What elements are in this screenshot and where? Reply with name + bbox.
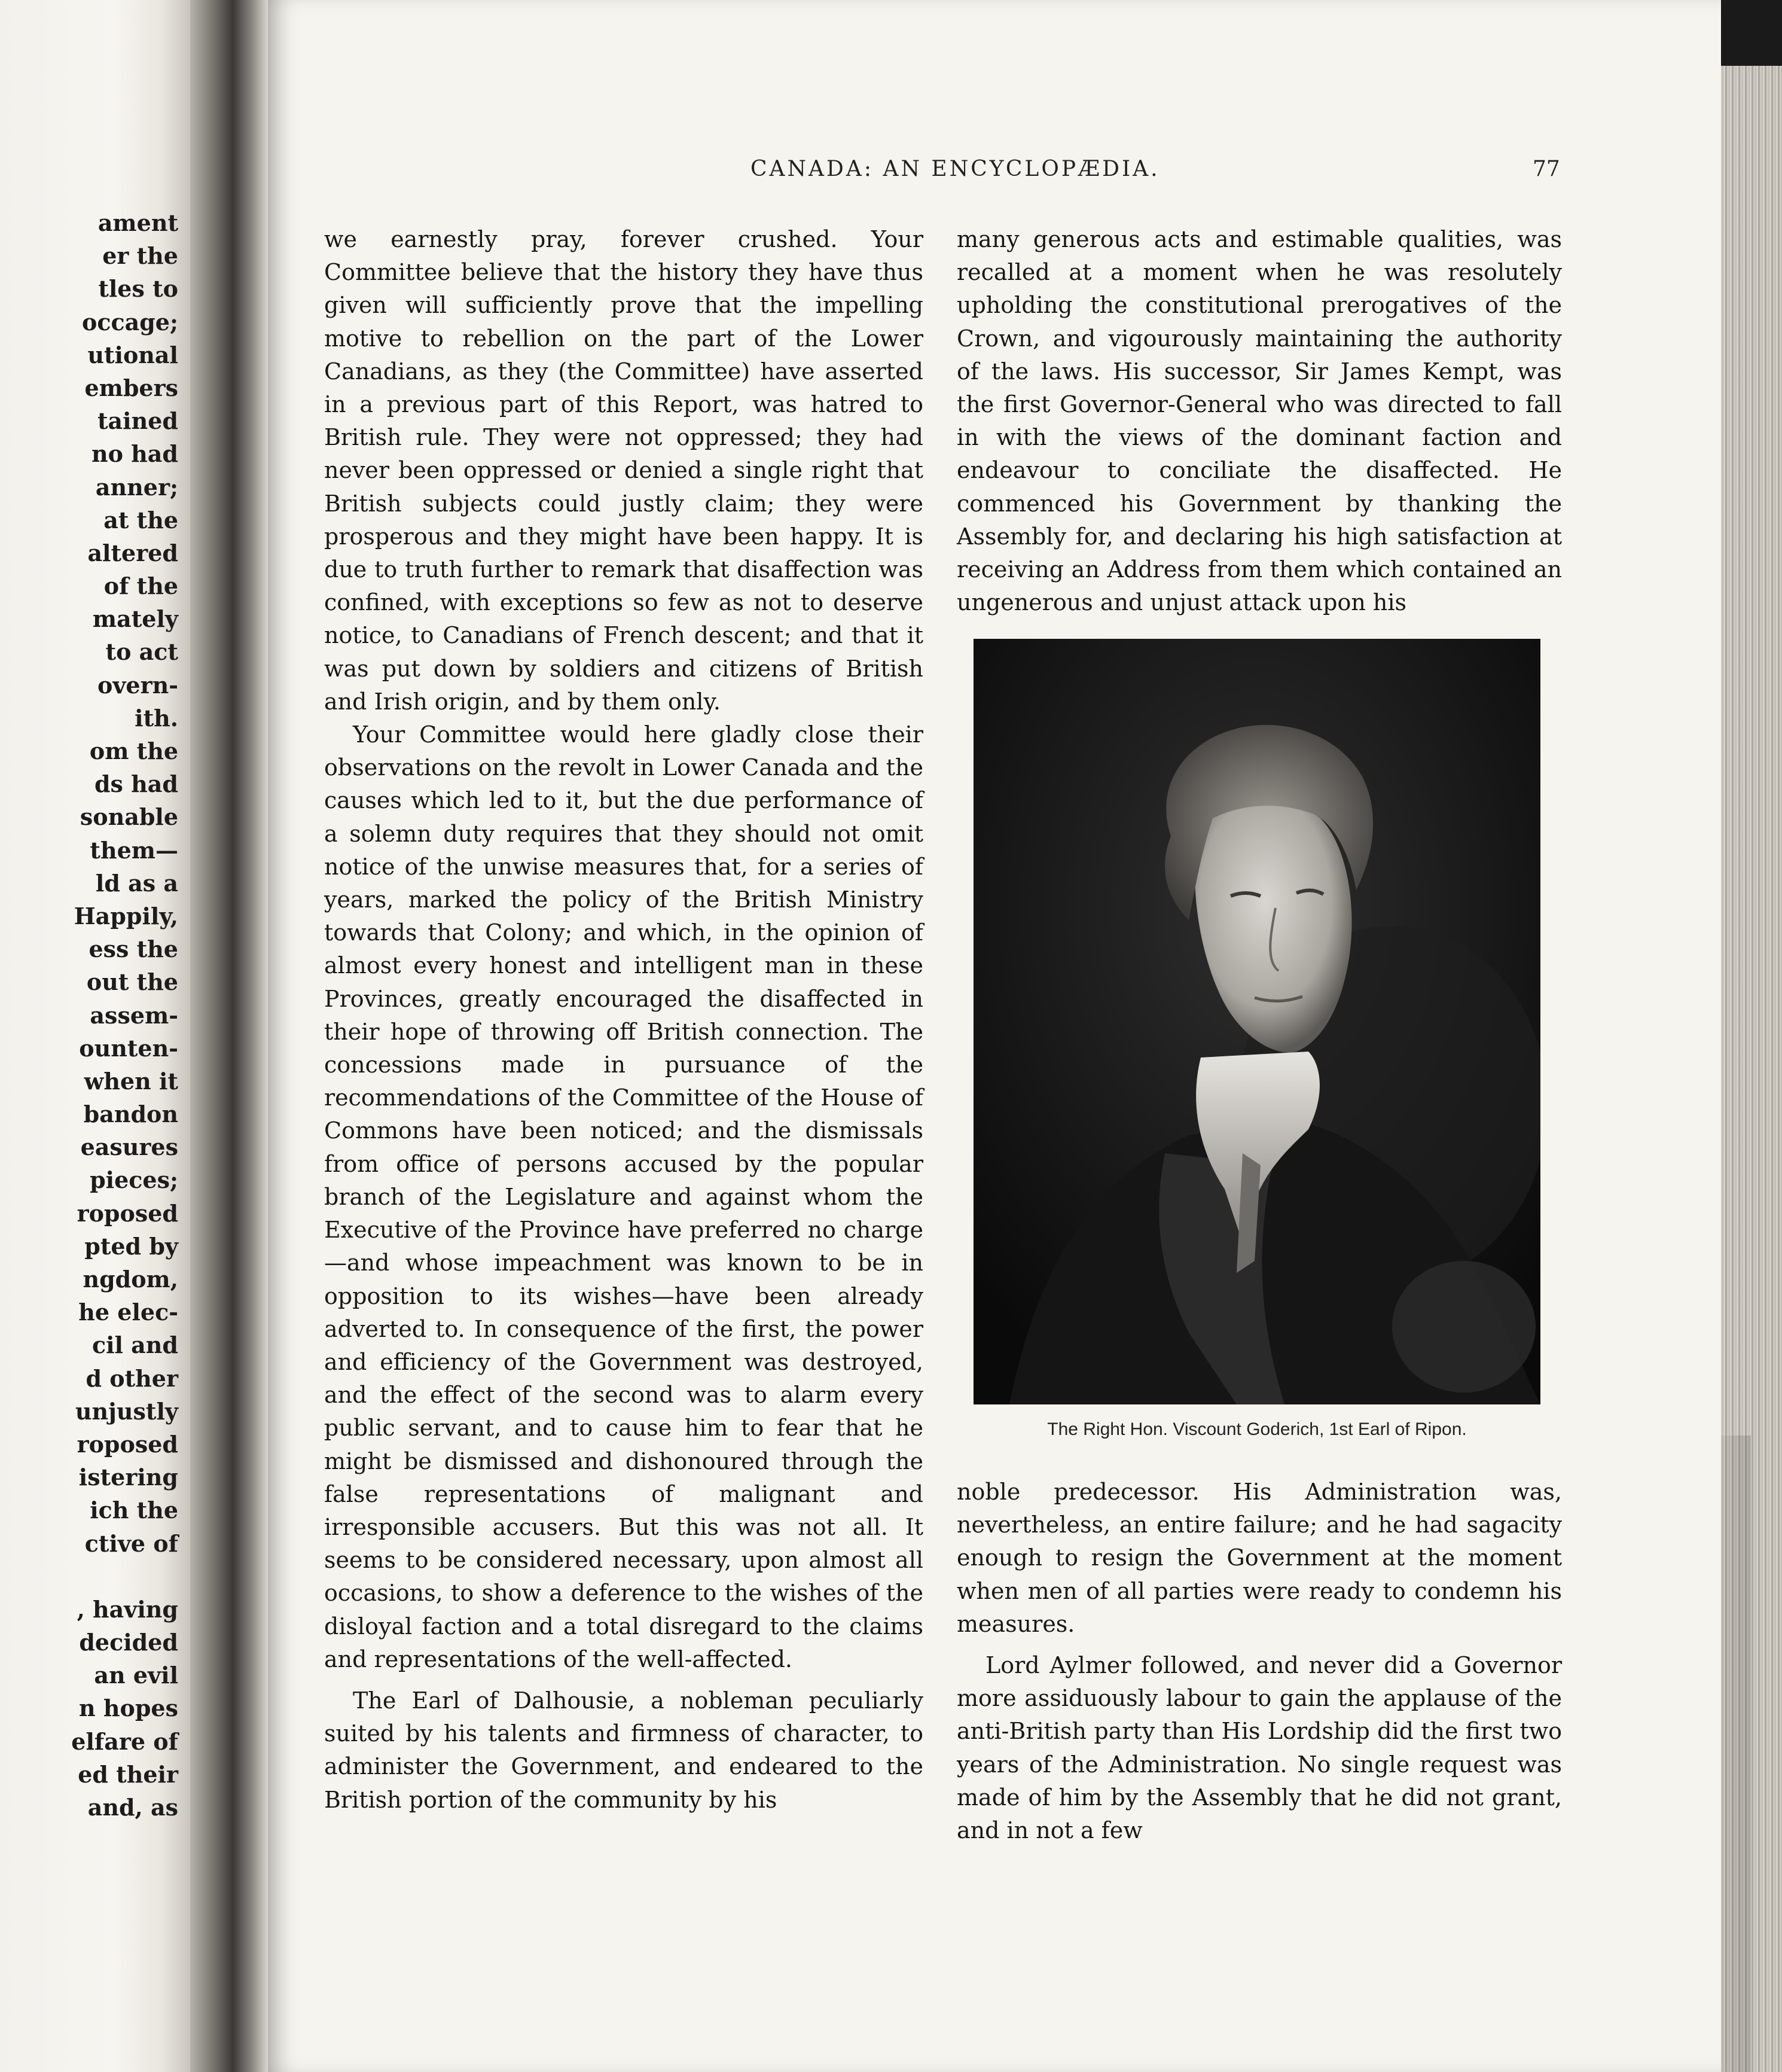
facing-page-line: an evil [94, 1662, 178, 1689]
facing-page-line: pieces; [90, 1166, 178, 1194]
facing-page-line: easures [80, 1133, 178, 1161]
paragraph: many generous acts and estimable qualities, was recalled at a moment when he was resolutely upholding the constitutional prerogatives of the Crown, and vigourously maintaining the authority of the laws. His successor, Sir James Kempt, was the first Governor-General who was directed to fall in with the views of the dominant faction and endeavour to conciliate the disaffected. He commenced his Government by thanking the Assembly for, and declaring his high satisfaction at receiving an Address from them which contained an ungenerous and unjust attack upon his [957, 226, 1562, 616]
portrait-illustration [974, 639, 1540, 1404]
facing-page-line: d other [86, 1364, 178, 1392]
facing-page-line: ds had [94, 770, 178, 798]
facing-page-line: tles to [98, 275, 178, 303]
facing-page-line: ed their [78, 1760, 178, 1788]
facing-page-line: when it [84, 1067, 178, 1095]
facing-page-line: at the [103, 506, 178, 534]
facing-page-line: roposed [77, 1199, 178, 1227]
facing-page-line: embers [84, 374, 178, 401]
text-column-right-top [957, 223, 1562, 619]
facing-page-line: bandon [83, 1101, 178, 1128]
facing-page-line: om the [89, 738, 178, 764]
facing-page-line: overn- [97, 671, 178, 699]
facing-page-line: them— [90, 836, 178, 864]
facing-page-line: cil and [91, 1331, 178, 1359]
portrait-engraving [974, 639, 1540, 1404]
facing-page-line: , having [77, 1595, 178, 1623]
facing-page-line: anner; [95, 473, 178, 501]
text-column-left [324, 223, 923, 1817]
facing-page-line: and, as [87, 1794, 178, 1821]
facing-page-line: istering [78, 1464, 178, 1491]
facing-page-line: ess the [89, 936, 178, 963]
facing-page-line: mately [92, 605, 178, 633]
facing-page-line: ith. [135, 704, 178, 732]
paragraph: The Earl of Dalhousie, a nobleman peculiarly suited by his talents and firmness of character, to administer the Government, and endeared to the British portion of the community by his [324, 1687, 923, 1813]
facing-page-line: assem- [90, 1001, 178, 1029]
facing-page-line: ld as a [95, 869, 178, 897]
facing-page-line: pted by [84, 1232, 178, 1260]
text-column-right-bottom [957, 1476, 1562, 1847]
book-gutter [190, 0, 268, 2072]
facing-page-line: ctive of [84, 1529, 178, 1557]
facing-page-line: of the [103, 572, 178, 600]
page-number: 77 [1533, 157, 1560, 181]
facing-page-line: roposed [77, 1430, 178, 1458]
paragraph: Lord Aylmer followed, and never did a Governor more assiduously labour to gain the applause of the anti-British party than His Lordship did the first two years of the Administration. No single request was made of him by the Assembly that he did not grant, and in not a few [957, 1652, 1562, 1844]
facing-page-line: n hopes [79, 1695, 178, 1722]
facing-page-line: utional [87, 341, 178, 368]
facing-page [0, 0, 190, 2072]
facing-page-line: out the [86, 968, 178, 996]
figure-caption: The Right Hon. Viscount Goderich, 1st Earl of Ripon. [1047, 1419, 1467, 1439]
facing-page-text [0, 206, 178, 1824]
facing-page-line: Happily, [74, 902, 178, 930]
facing-page-line: to act [105, 638, 178, 666]
facing-page-line: ament [97, 209, 178, 236]
facing-page-line: no had [91, 440, 178, 468]
facing-page-line: elfare of [71, 1727, 178, 1755]
facing-page-line: unjustly [75, 1397, 178, 1425]
facing-page-line: altered [87, 539, 178, 566]
paragraph: we earnestly pray, forever crushed. Your Committee believe that the history they have thus given will sufficiently prove that the impelling motive to rebellion on the part of the Lower Canadians, as they (the Committee) have asserted in a previous part of this Report, was hatred to British rule. They were not oppressed; they had never been oppressed or denied a single right that British subjects could justly claim; they were prosperous and they might have been happy. It is due to truth further to remark that disaffection was confined, with exceptions so few as not to deserve notice, to Canadians of French descent; and that it was put down by soldiers and citizens of British and Irish origin, and by them only. [324, 226, 923, 715]
facing-page-line: ngdom, [83, 1266, 178, 1293]
facing-page-line: sonable [80, 803, 178, 831]
page-edge [1721, 0, 1782, 2072]
running-title: CANADA: AN ENCYCLOPÆDIA. [750, 157, 1160, 181]
facing-page-line: occage; [81, 308, 178, 336]
facing-page-line: er the [102, 242, 178, 270]
facing-page-line: tained [97, 407, 178, 435]
facing-page-line: ich the [90, 1497, 178, 1524]
paragraph: Your Committee would here gladly close their observations on the revolt in Lower Canada and the causes which led to it, but the due performance of a solemn duty requires that they should not omit notice of the unwise measures that, for a series of years, marked the policy of the British Ministry towards that Colony; and which, in the opinion of almost every honest and intelligent man in these Provinces, greatly encouraged the disaffected in their hope of throwing off British connection. The concessions made in pursuance of the recommendations of the Committee of the House of Commons have been noticed; and the dismissals from office of persons accused by the popular branch of the Legislature and against whom the Executive of the Province have preferred no charge—and whose impeachment was known to be in opposition to its wishes—have been already adverted to. In consequence of the first, the power and efficiency of the Government was destroyed, and the effect of the second was to alarm every public servant, and to cause him to fear that he might be dismissed and dishonoured through the false representations of malignant and irresponsible accusers. But this was not all. It seems to be considered necessary, upon almost all occasions, to show a deference to the wishes of the disloyal faction and a total disregard to the claims and representations of the well-affected. [324, 721, 923, 1672]
paragraph: noble predecessor. His Administration was, nevertheless, an entire failure; and he had sagacity enough to resign the Government at the moment when men of all parties were ready to condemn his measures. [957, 1479, 1562, 1637]
facing-page-line [0, 1560, 178, 1593]
facing-page-line: he elec- [78, 1299, 178, 1326]
facing-page-line: ounten- [79, 1034, 178, 1062]
facing-page-line: decided [79, 1629, 178, 1656]
